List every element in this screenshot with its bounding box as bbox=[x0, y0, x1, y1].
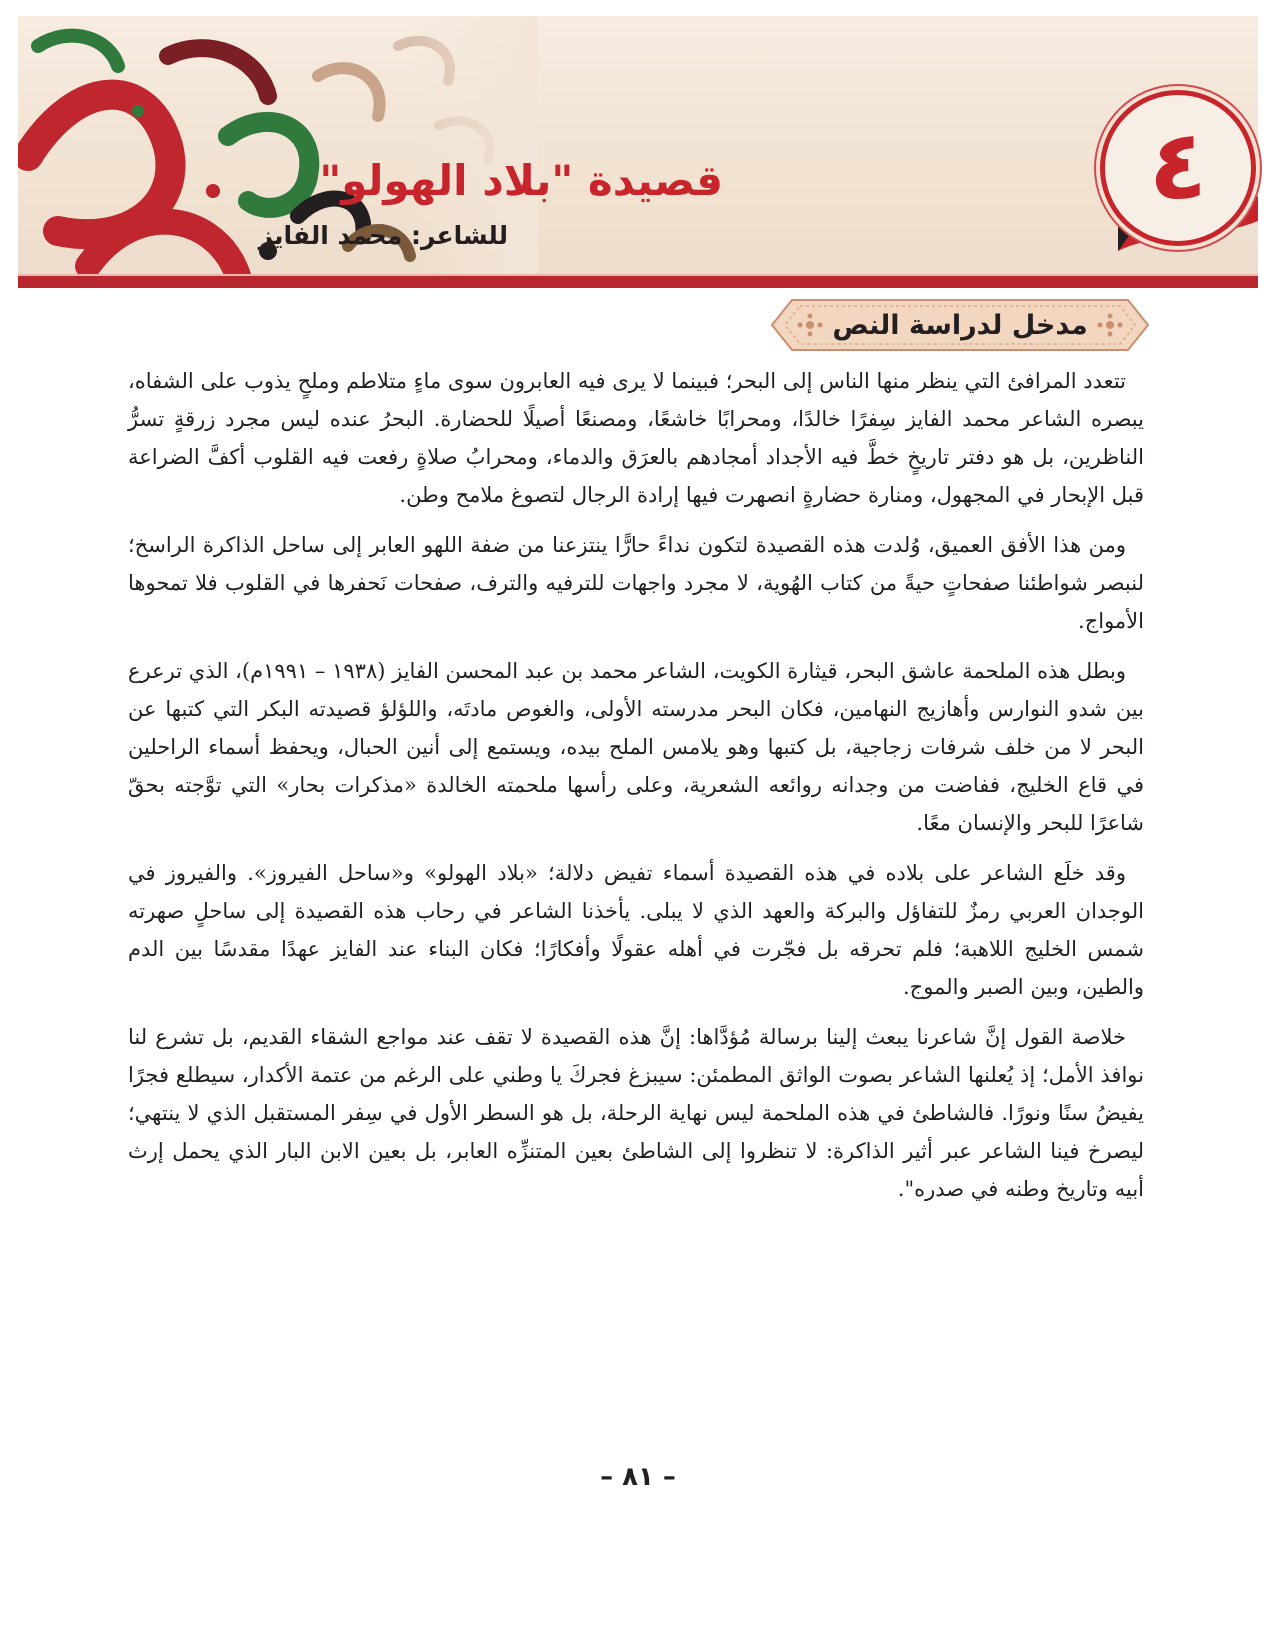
paragraph-1: تتعدد المرافئ التي ينظر منها الناس إلى البحر؛ فبينما لا يرى فيه العابرون سوى ماءٍ متلاطم وملحٍ يذوب على الشفاه، يبصره الشاعر محمد الفايز سِفرًا خالدًا، ومحرابًا خاشعًا، ومصنعًا أصيلًا للحضارة. البحرُ عنده ليس مجرد زرقةٍ تسرُّ الناظرين، بل هو دفتر تاريخٍ خطَّ فيه الأجداد أمجادهم بالعرَق والدماء، ومحرابُ صلاةٍ رفعت فيه القلوب أكفَّ الضراعة قبل الإبحار في المجهول، ومنارة حضارةٍ انصهرت فيها إرادة الرجال لتصوغ ملامح وطن. bbox=[128, 369, 1144, 507]
paragraph-4: وقد خلَع الشاعر على بلاده في هذه القصيدة أسماء تفيض دلالة؛ «بلاد الهولو» و«ساحل الفيروز». والفيروز في الوجدان العربي رمزٌ للتفاؤل والبركة والعهد الذي لا يبلى. يأخذنا الشاعر في رحاب هذه القصيدة إلى ساحلٍ صهرته شمس الخليج اللاهبة؛ فلم تحرقه بل فجّرت في أهله عقولًا وأفكارًا؛ فكان البناء عند الفايز عهدًا مقدسًا بين الدم والطين، وبين الصبر والموج. bbox=[128, 861, 1144, 999]
paragraph-5: خلاصة القول إنَّ شاعرنا يبعث إلينا برسالة مُؤدَّاها: إنَّ هذه القصيدة لا تقف عند مواجع الشقاء القديم، بل تشرع لنا نوافذ الأمل؛ إذ يُعلنها الشاعر بصوت الواثق المطمئن: سيبزغ فجركَ يا وطني على الرغم من عتمة الأكدار، سيطلع فجرًا يفيضُ سنًا ونورًا. فالشاطئ في هذه الملحمة ليس نهاية الرحلة، بل هو السطر الأول في سِفر المستقبل الذي لا ينتهي؛ ليصرخ فينا الشاعر عبر أثير الذاكرة: لا تنظروا إلى الشاطئ بعين المتنزِّه العابر، بل بعين الابن البار الذي يحمل إرث أبيه وتاريخ وطنه في صدره". bbox=[128, 1025, 1144, 1201]
page-number: – ٨١ – bbox=[600, 1462, 676, 1492]
page-header bbox=[18, 16, 1258, 288]
poem-title: قصيدة "بلاد الهولو" bbox=[319, 156, 723, 205]
header-divider bbox=[18, 276, 1258, 288]
paragraph-2: ومن هذا الأفق العميق، وُلدت هذه القصيدة لتكون نداءً حارًّا ينتزعنا من ضفة اللهو العابر إلى ساحل الذاكرة الراسخ؛ لنبصر شواطئنا صفحاتٍ حيةً من كتاب الهُوية، لا مجرد واجهات للترفيه والترف، صفحات نَحفرها في القلوب فلا تمحوها الأمواج. bbox=[128, 533, 1144, 633]
body-text bbox=[128, 362, 1144, 1220]
poet-name: للشاعر: محمد الفايز bbox=[258, 221, 508, 250]
paragraph-3: وبطل هذه الملحمة عاشق البحر، قيثارة الكويت، الشاعر محمد بن عبد المحسن الفايز (١٩٣٨ – ١٩٩١م)، الذي ترعرع بين شدو النوارس وأهازيج النهامين، فكان البحر مدرسته الأولى، والغوص مادتَه، واللؤلؤ قصيدته البكر التي كتبها عن البحر لا من خلف شرفات زجاجية، بل كتبها وهو يلامس الملح بيده، ويستمع إلى أنين الحبال، ويحفظ أسماء الراحلين في قاع الخليج، ففاضت من وجدانه روائعه الشعرية، وعلى رأسها ملحمته الخالدة «مذكرات بحار» التي توَّجته بحقّ شاعرًا للبحر والإنسان معًا. bbox=[128, 659, 1144, 835]
section-banner bbox=[770, 298, 1150, 352]
section-title: مدخل لدراسة النص bbox=[832, 309, 1088, 341]
lesson-number: ٤ bbox=[1148, 109, 1208, 221]
lesson-number-badge bbox=[1100, 90, 1256, 246]
